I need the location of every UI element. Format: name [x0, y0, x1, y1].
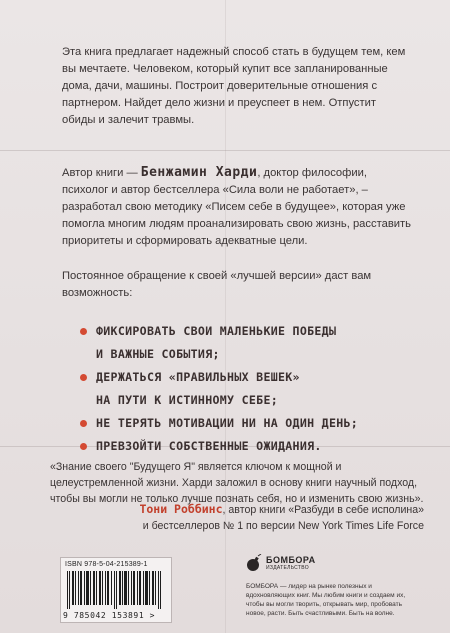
author-paragraph	[62, 164, 412, 250]
publisher-block	[246, 554, 416, 617]
author-description: , доктор философии, психолог и автор бестселлера «Сила воли не работает», – разработал свою методику «Писем себе в будущее», которая уже помогла многим людям проанализировать свою жизнь, расставить приоритеты и сформировать адекватные цели.	[62, 167, 411, 247]
review-quote: «Знание своего "Будущего Я" является ключом к мощной и целеустремленной жизни. Харди заложил в основу книги научный подход, чтобы вы могли не только лучше познать себя, но и изменить свою жизнь».	[50, 461, 424, 505]
intro-paragraph: Эта книга предлагает надежный способ стать в будущем тем, кем вы мечтаете. Человеком, который купит все запланированные дома, дачи, машины. Построит доверительные отношения с партнером. Найдет дело жизни и преуспеет в нем. Отпустит обиды и залечит травмы.	[62, 46, 406, 126]
author-name: Бенжамин Харди	[140, 165, 258, 180]
quote-author-name: Тони Роббинс	[139, 502, 223, 516]
lead-paragraph: Постоянное обращение к своей «лучшей версии» даст вам возможность:	[62, 270, 372, 299]
isbn-label: ISBN 978-5-04-215389-1	[65, 561, 148, 568]
quote-author-credit: , автор книги «Разбуди в себе исполина»	[222, 504, 424, 516]
list-item-line: ПРЕВЗОЙТИ СОБСТВЕННЫЕ ОЖИДАНИЯ.	[96, 439, 322, 453]
list-item	[80, 320, 420, 366]
author-prefix: Автор книги —	[62, 167, 141, 179]
benefits-list	[80, 320, 420, 458]
quote-attribution	[64, 501, 424, 534]
list-item-line: НЕ ТЕРЯТЬ МОТИВАЦИИ НИ НА ОДИН ДЕНЬ;	[96, 416, 359, 430]
publisher-logo	[246, 554, 416, 572]
barcode	[60, 557, 172, 623]
list-item-line: И ВАЖНЫЕ СОБЫТИЯ;	[96, 347, 220, 361]
bomb-icon	[246, 554, 262, 572]
list-item-line: ФИКСИРОВАТЬ СВОИ МАЛЕНЬКИЕ ПОБЕДЫ	[96, 324, 337, 338]
publisher-subtitle: ИЗДАТЕЛЬСТВО	[266, 565, 309, 571]
list-item-line: НА ПУТИ К ИСТИННОМУ СЕБЕ;	[96, 393, 279, 407]
publisher-description: БОМБОРА — лидер на рынке полезных и вдохновляющих книг. Мы любим книги и создаем их, чтобы вы могли творить, открывать мир, пробовать новое, расти. Быть счастливыми. Быть на волне.	[246, 583, 406, 617]
list-item	[80, 366, 420, 412]
quote-author-credit-2: и бестселлеров № 1 по версии New York Times Life Force	[142, 520, 424, 532]
list-item-line: ДЕРЖАТЬСЯ «ПРАВИЛЬНЫХ ВЕШЕК»	[96, 370, 300, 384]
barcode-bars	[67, 571, 165, 609]
isbn-number: 9 785042 153891 >	[63, 611, 156, 620]
list-item	[80, 435, 420, 458]
publisher-name: БОМБОРА	[266, 555, 316, 565]
list-item	[80, 412, 420, 435]
